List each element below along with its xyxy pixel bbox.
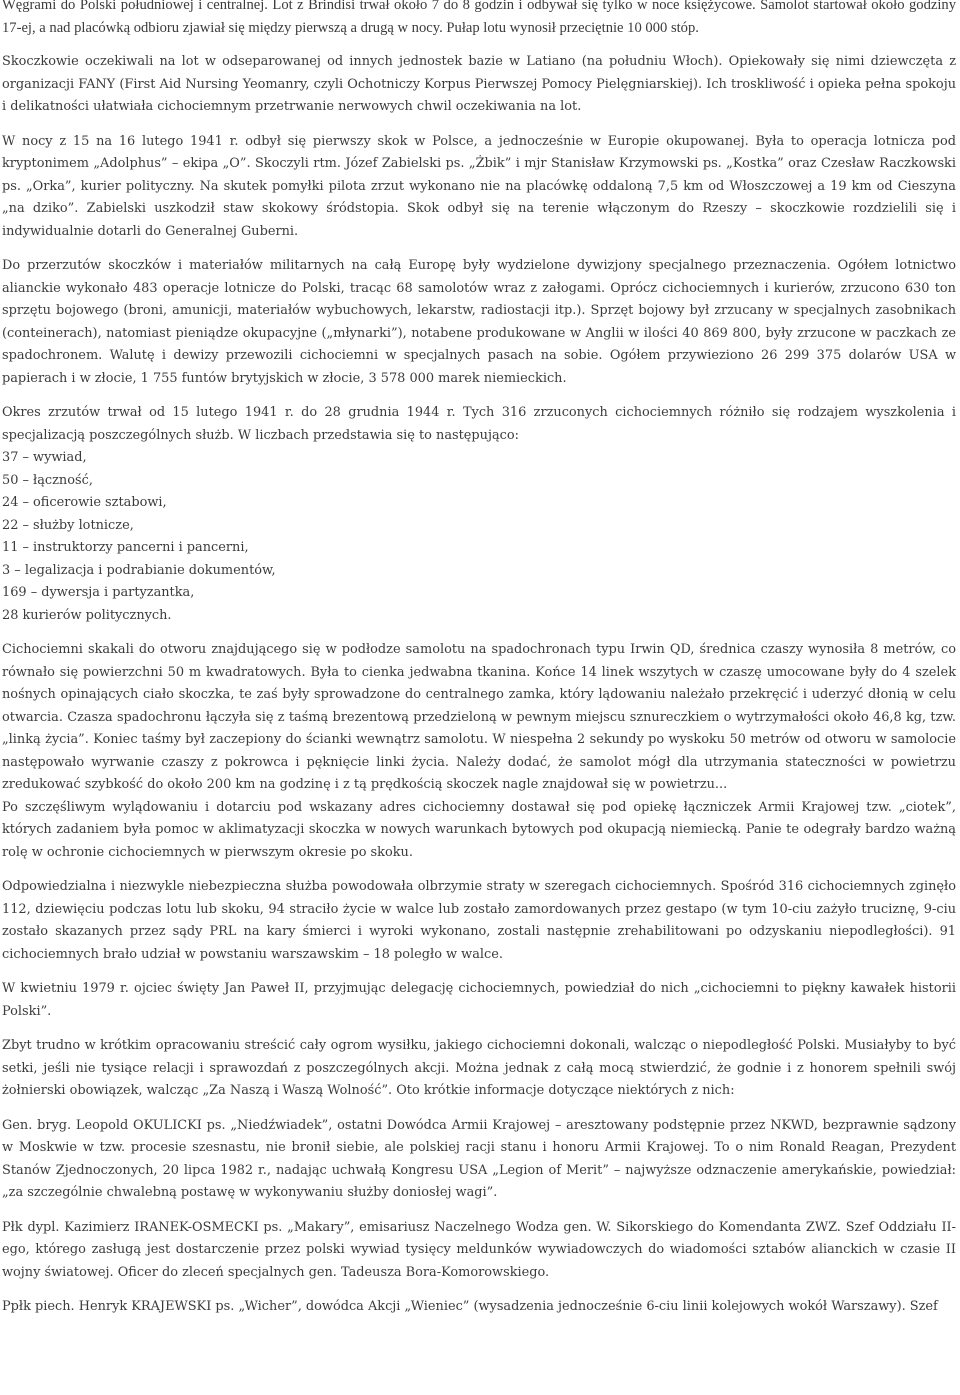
paragraph-parachutes: Cichociemni skakali do otworu znajdującego się w podłodze samolotu na spadochronach typu Irwin QD, średnica czaszy wynosiła 8 metrów, co równało się powierzchni 50 m kwadratowych. Była to cienka jedwabna tkanina. Końce 14 linek wszytych w czaszę umocowane były do 4 szelek nośnych opinających ciało skoczka, te zaś były sprowadzone do centralnego zamka, który lądowaniu należało przekręcić i uderzyć dłonią w celu otwarcia. Czasza spadochronu łączyła się z taśmą brezentową przedzieloną w pewnym miejscu sznureczkiem o wytrzymałości około 46,8 kg, tzw. „linką życia”. Koniec taśmy był zaczepiony do ścianki wewnątrz samolotu. W niespełna 2 sekundy po wyskoku 50 metrów od otworu w samolocie następowało wyrwanie czaszy z pokrowca i pęknięcie linki życia. Należy dodać, że samolot mógł dla utrzymania stateczności w powietrzu zredukować szybkość do około 200 km na godzinę i z tą prędkością skoczek nagle znajdował się w powietrzu... bbox=[2, 642, 956, 792]
list-item: 11 – instruktorzy pancerni i pancerni, bbox=[2, 540, 249, 555]
paragraph-summary: Zbyt trudno w krótkim opracowaniu streścić cały ogrom wysiłku, jakiego cichociemni dokonali, walcząc o niepodległość Polski. Musiałyby to być setki, jeśli nie tysiące relacji i sprawozdań z poszczególnych akcji. Można jednak z całą mocą stwierdzić, że godnie i z honorem spełnili swój żołnierski obowiązek, walcząc „Za Naszą i Waszą Wolność”. Oto krótkie informacje dotyczące niektórych z nich: bbox=[2, 1038, 956, 1098]
paragraph-landing-care: Po szczęśliwym wylądowaniu i dotarciu pod wskazany adres cichociemny dostawał się pod opiekę łączniczek Armii Krajowej tzw. „ciotek”, których zadaniem była pomoc w aklimatyzacji skoczka w nowych warunkach bytowych pod okupacją niemiecką. Panie te odegrały bardzo ważną rolę w ochronie cichociemnych w pierwszym okresie po skoku. bbox=[2, 799, 956, 860]
paragraph-pope-visit: W kwietniu 1979 r. ojciec święty Jan Paweł II, przyjmując delegację cichociemnych, powiedział do nich „cichociemni to piękny kawałek historii Polski”. bbox=[2, 981, 956, 1019]
list-item: 169 – dywersja i partyzantka, bbox=[2, 585, 195, 600]
list-item: 22 – służby lotnicze, bbox=[2, 517, 134, 533]
list-item: 37 – wywiad, bbox=[2, 450, 87, 465]
paragraph-first-jump: W nocy z 15 na 16 lutego 1941 r. odbył się pierwszy skok w Polsce, a jednocześnie w Europie okupowanej. Była to operacja lotnicza pod kryptonimem „Adolphus” – ekipa „O”. Skoczyli rtm. Józef Zabielski ps. „Żbik” i mjr Stanisław Krzymowski ps. „Kostka” oraz Czesław Raczkowski ps. „Orka”, kurier polityczny. Na skutek pomyłki pilota zrzut wykonano nie na placówkę oddaloną 7,5 km od Włoszczowej a 19 km od Cieszyna „na dziko”. Zabielski uszkodził staw skokowy śródstopia. Skok odbył się na terenie włączonym do Rzeszy – skoczkowie rozdzielili się i indywidualnie dotarli do Generalnej Guberni. bbox=[2, 133, 956, 239]
paragraph-special-squadrons: Do przerzutów skoczków i materiałów militarnych na całą Europę były wydzielone dywizjony specjalnego przeznaczenia. Ogółem lotnictwo alianckie wykonało 483 operacje lotnicze do Polski, tracąc 68 samolotów wraz z załogami. Oprócz cichociemnych i kurierów, zrzucono 630 ton sprzętu bojowego (broni, amunicji, materiałów wybuchowych, lekarstw, radiostacji itp.). Sprzęt bojowy był zrzucany w specjalnych zasobnikach (conteinerach), natomiast pieniądze okupacyjne („młynarki”), notabene produkowane w Anglii w ilości 40 869 800, były zrzucone w paczkach ze spadochronem. Walutę i dewizy przewozili cichociemni w specjalnych pasach na sobie. Ogółem przywieziono 26 299 375 dolarów USA w papierach i w złocie, 1 755 funtów brytyjskich w złocie, 3 578 000 marek niemieckich. bbox=[2, 258, 956, 386]
list-item: 28 kurierów politycznych. bbox=[2, 607, 172, 623]
paragraph-drop-period: Okres zrzutów trwał od 15 lutego 1941 r. do 28 grudnia 1944 r. Tych 316 zrzuconych cichociemnych różniło się rodzajem wyszkolenia i specjalizacją poszczególnych służb. W liczbach przedstawia się to następująco: bbox=[2, 405, 956, 443]
list-item: 50 – łączność, bbox=[2, 472, 93, 488]
specialization-list bbox=[2, 447, 956, 627]
list-item: 3 – legalizacja i podrabianie dokumentów, bbox=[2, 562, 276, 578]
paragraph-latiano-base: Skoczkowie oczekiwali na lot w odseparowanej od innych jednostek bazie w Latiano (na południu Włoch). Opiekowały się nimi dziewczęta z organizacji FANY (First Aid Nursing Yeomanry, czyli Ochotniczy Korpus Pierwszej Pomocy Pielęgniarskiej). Ich troskliwość i opieka pełna spokoju i delikatności ułatwiała cichociemnym przetrwanie nerwowych chwil oczekiwania na lot. bbox=[2, 54, 956, 114]
paragraph-losses: Odpowiedzialna i niezwykle niebezpieczna służba powodowała olbrzymie straty w szeregach cichociemnych. Spośród 316 cichociemnych zginęło 112, dziewięciu podczas lotu lub skoku, 94 straciło życie w walce lub zostało zamordowanych przez gestapo (w tym 10-ciu zażyło truciznę, 9-ciu zostało skazanych przez sądy PRL na kary śmierci i wyroki wykonano, zostali następnie zrehabilitowani po odzyskaniu niepodległości). 91 cichociemnych brało udział w powstaniu warszawskim – 18 poległo w walce. bbox=[2, 879, 956, 962]
paragraph-flight-details: Węgrami do Polski południowej i centralnej. Lot z Brindisi trwał około 7 do 8 godzin i odbywał się tylko w noce księżycowe. Samolot startował około godziny 17-ej, a nad placówką odbioru zjawiał się między pierwszą a drugą w nocy. Pułap lotu wynosił przeciętnie 10 000 stóp. bbox=[2, 0, 956, 36]
document-body bbox=[2, 0, 956, 1331]
paragraph-okulicki: Gen. bryg. Leopold OKULICKI ps. „Niedźwiadek”, ostatni Dowódca Armii Krajowej – aresztowany podstępnie przez NKWD, bezprawnie sądzony w Moskwie w tzw. procesie szesnastu, nie bronił siebie, ale polskiej racji stanu i honoru Armii Krajowej. To o nim Ronald Reagan, Prezydent Stanów Zjednoczonych, 20 lipca 1982 r., nadając uchwałą Kongresu USA „Legion of Merit” – najwyższe odznaczenie amerykańskie, powiedział: „za szczególnie chwalebną postawę w wykonywaniu służby doniosłej wagi”. bbox=[2, 1117, 956, 1200]
list-item: 24 – oficerowie sztabowi, bbox=[2, 495, 167, 510]
paragraph-iranek-osmecki: Płk dypl. Kazimierz IRANEK-OSMECKI ps. „Makary”, emisariusz Naczelnego Wodza gen. W. Sikorskiego do Komendanta ZWZ. Szef Oddziału II-ego, którego zasługą jest dostarczenie przez polski wywiad tysięcy meldunków wywiadowczych do wiadomości sztabów alianckich w czasie II wojny światowej. Oficer do zleceń specjalnych gen. Tadeusza Bora-Komorowskiego. bbox=[2, 1219, 956, 1280]
paragraph-krajewski: Ppłk piech. Henryk KRAJEWSKI ps. „Wicher”, dowódca Akcji „Wieniec” (wysadzenia jednocześnie 6-ciu linii kolejowych wokół Warszawy). Szef bbox=[2, 1299, 938, 1314]
